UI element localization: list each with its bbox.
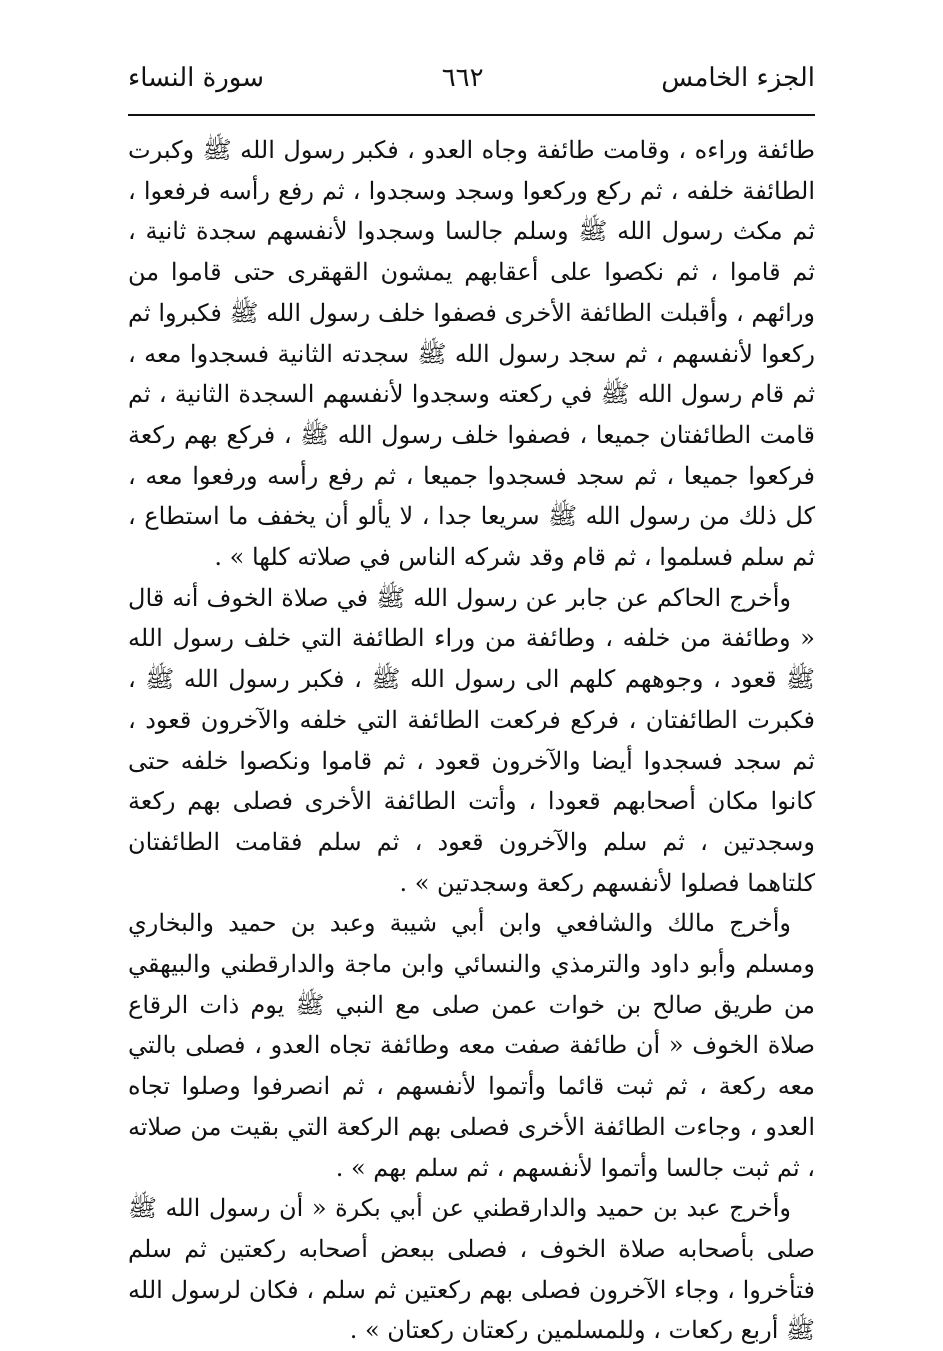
paragraph: وأخرج الحاكم عن جابر عن رسول الله ﷺ في صلاة الخوف أنه قال « وطائفة من خلفه ، وطائفة من وراء الطائفة التي خلف رسول الله ﷺ قعود ، وجوههم كلهم الى رسول الله ﷺ ، فكبر رسول الله ﷺ ، فكبرت الطائفتان ، فركع فركعت الطائفة التي خلفه والآخرون قعود ، ثم سجد فسجدوا أيضا والآخرون قعود ، ثم قاموا ونكصوا خلفه حتى كانوا مكان أصحابهم قعودا ، وأتت الطائفة الأخرى فصلى بهم ركعة وسجدتين ، ثم سلم والآخرون قعود ، ثم سلم فقامت الطائفتان كلتاهما فصلوا لأنفسهم ركعة وسجدتين » . [128,583,815,897]
paragraph: وأخرج مالك والشافعي وابن أبي شيبة وعبد بن حميد والبخاري ومسلم وأبو داود والترمذي والنسائي وابن ماجة والدارقطني والبيهقي من طريق صالح بن خوات عمن صلى مع النبي ﷺ يوم ذات الرقاع صلاة الخوف « أن طائفة صفت معه وطائفة تجاه العدو ، فصلى بالتي معه ركعة ، ثم ثبت قائما وأتموا لأنفسهم ، ثم انصرفوا وصلوا تجاه العدو ، وجاءت الطائفة الأخرى فصلى بهم الركعة التي بقيت من صلاته ، ثم ثبت جالسا وأتموا لأنفسهم ، ثم سلم بهم » . [128,909,815,1182]
paragraph: وأخرج عبد بن حميد والدارقطني عن أبي بكرة « أن رسول الله ﷺ صلى بأصحابه صلاة الخوف ، فصلى ببعض أصحابه ركعتين ثم سلم فتأخروا ، وجاء الآخرون فصلى بهم ركعتين ثم سلم ، فكان لرسول الله ﷺ أربع ركعات ، وللمسلمين ركعتان ركعتان » . [128,1194,815,1345]
surah-label: سورة النساء [128,63,265,93]
page-number: ٦٦٢ [441,63,484,93]
header-divider [128,114,815,116]
paragraph: طائفة وراءه ، وقامت طائفة وجاه العدو ، فكبر رسول الله ﷺ وكبرت الطائفة خلفه ، ثم ركع وركعوا وسجد وسجدوا ، ثم رفع رأسه فرفعوا ، ثم مكث رسول الله ﷺ وسلم جالسا وسجدوا لأنفسهم سجدة ثانية ، ثم قاموا ، ثم نكصوا على أعقابهم يمشون القهقرى حتى قاموا من ورائهم ، وأقبلت الطائفة الأخرى فصفوا خلف رسول الله ﷺ فكبروا ثم ركعوا لأنفسهم ، ثم سجد رسول الله ﷺ سجدته الثانية فسجدوا معه ، ثم قام رسول الله ﷺ في ركعته وسجدوا لأنفسهم السجدة الثانية ، ثم قامت الطائفتان جميعا ، فصفوا خلف رسول الله ﷺ ، فركع بهم ركعة فركعوا جميعا ، ثم سجد فسجدوا جميعا ، ثم رفع رأسه ورفعوا معه ، كل ذلك من رسول الله ﷺ سريعا جدا ، لا يألو أن يخفف ما استطاع ، ثم سلم فسلموا ، ثم قام وقد شركه الناس في صلاته كلها » . [128,136,816,572]
part-label: الجزء الخامس [661,63,815,93]
page-body [128,130,815,1351]
page-header [128,58,815,98]
